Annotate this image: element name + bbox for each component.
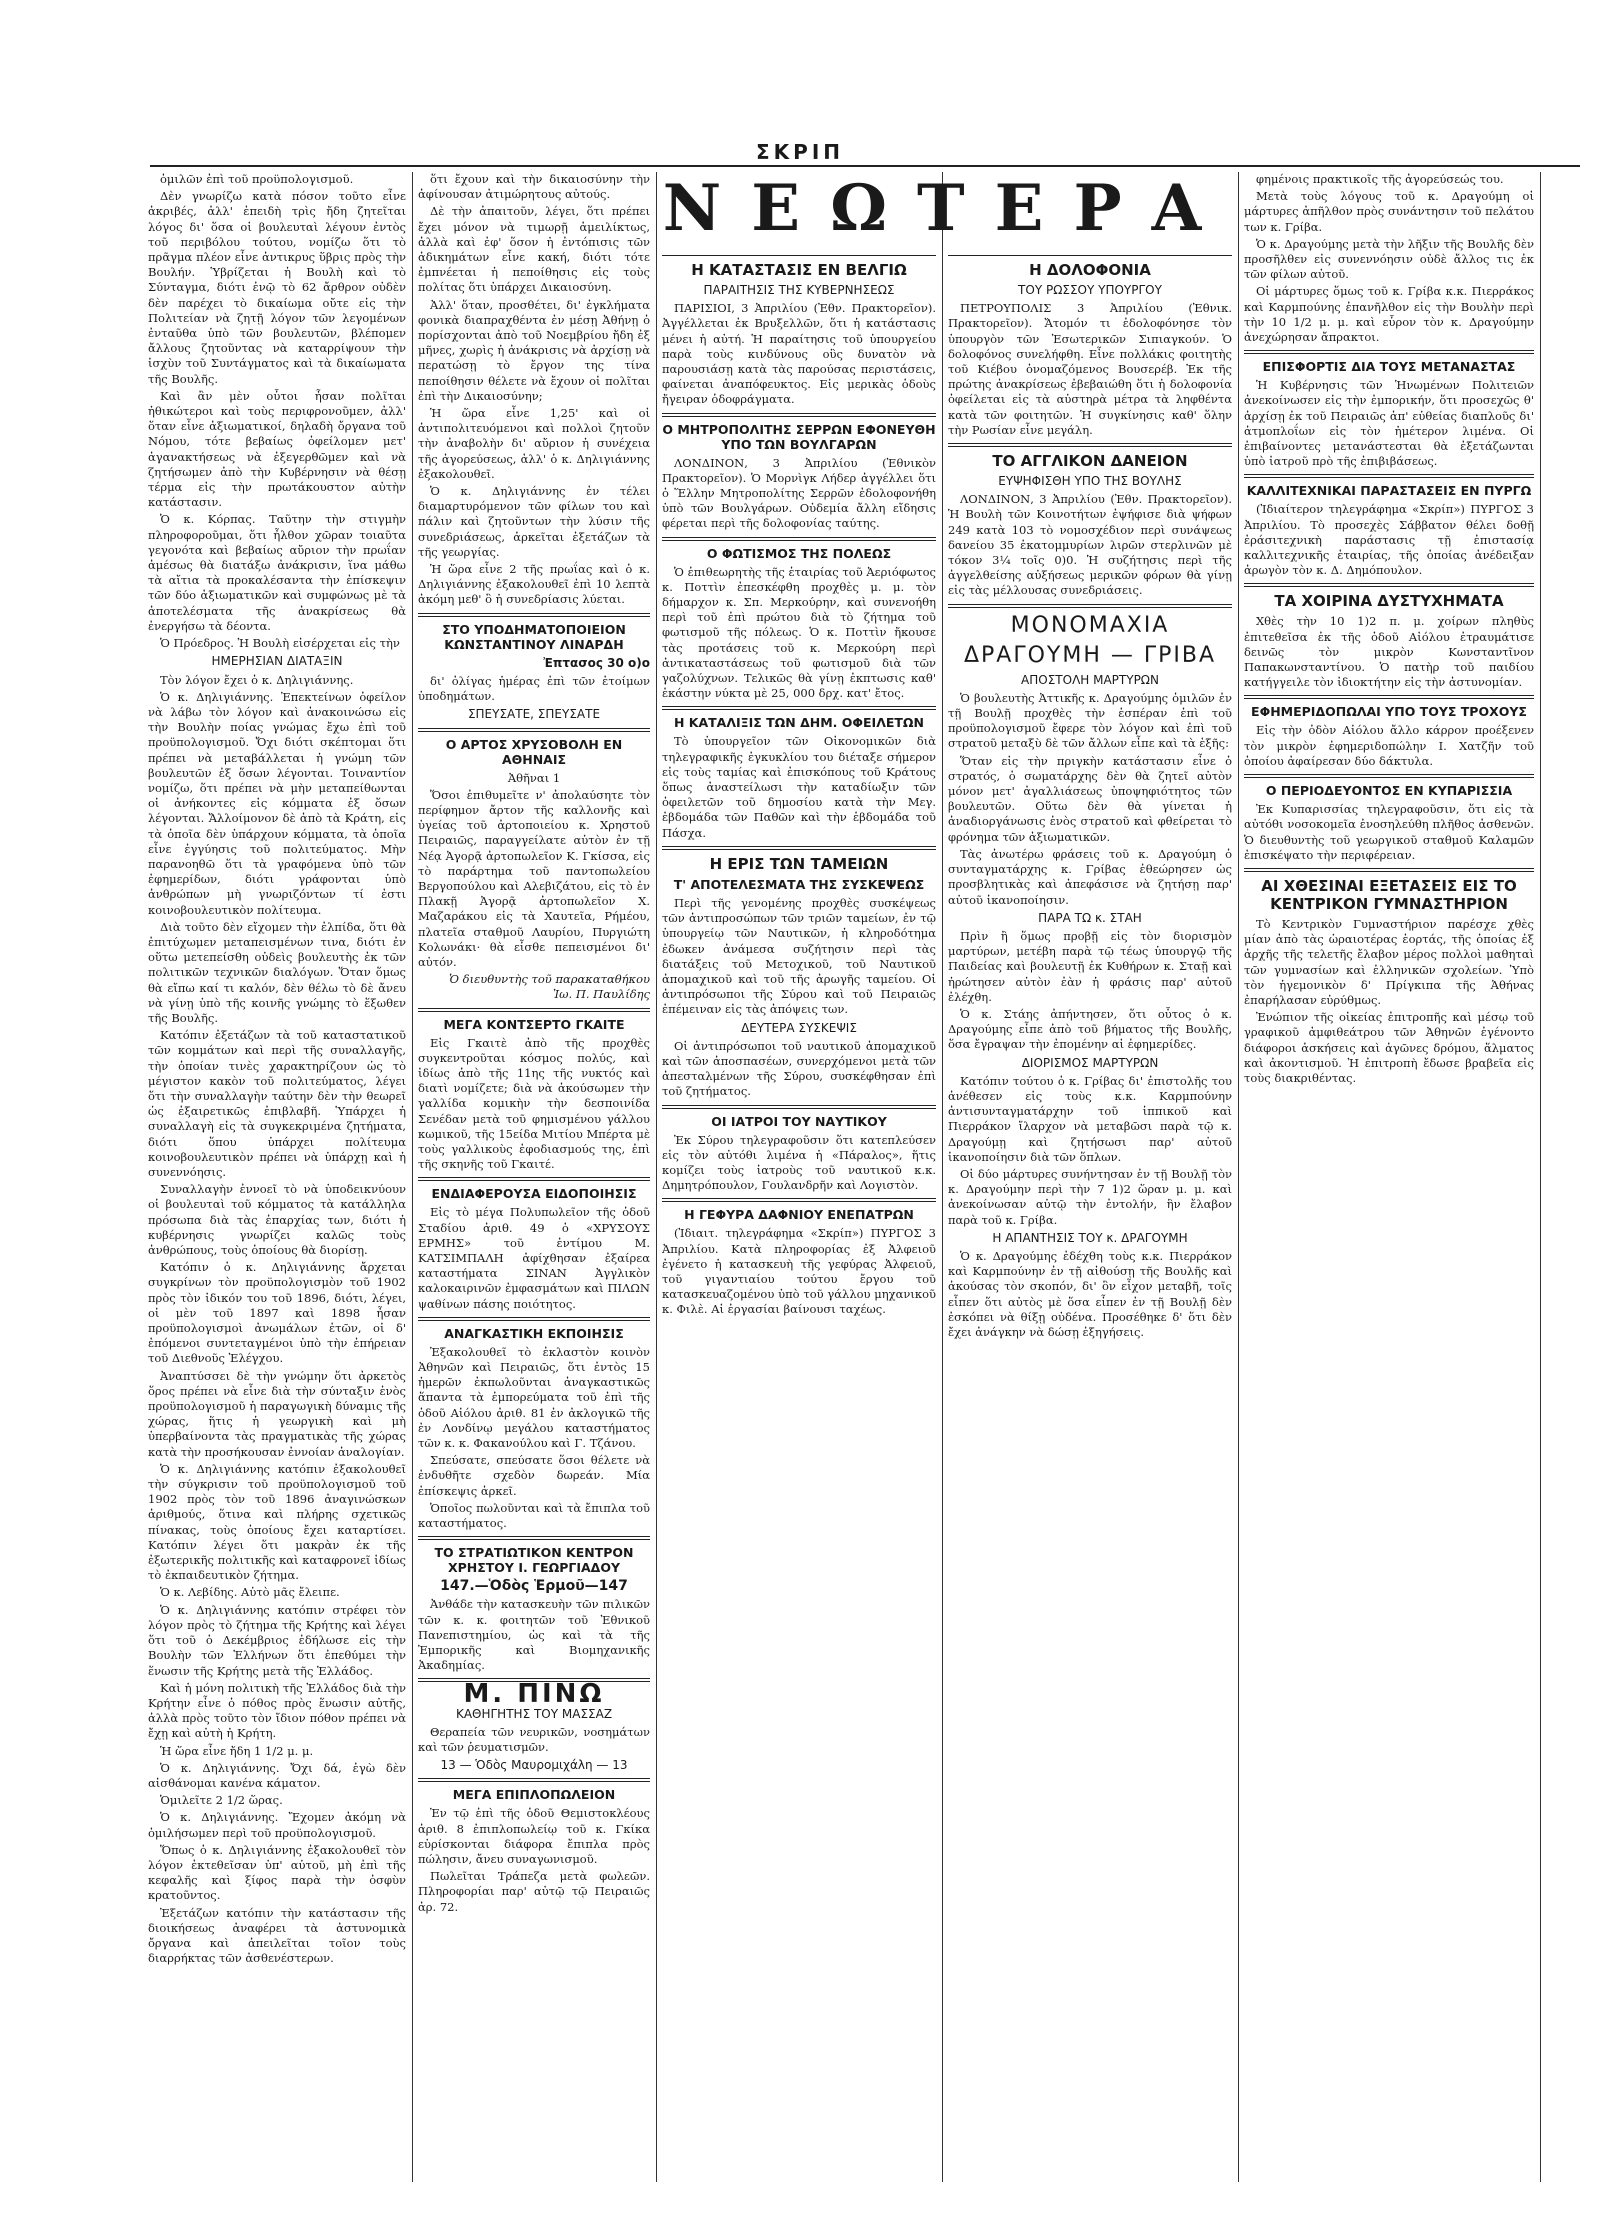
paragraph: Οἱ ἀντιπρόσωποι τοῦ ναυτικοῦ ἀπομαχικοῦ καὶ τῶν ἀποσπασέων, συνερχόμενοι μετὰ τῶν ἀπεσταλμένων τῆς Σύρου, συσκέφθησαν ἐπὶ τοῦ ζητήματος.	[662, 1038, 936, 1099]
paragraph: Ὁμιλεῖτε 2 1/2 ὥρας.	[160, 1793, 283, 1808]
column-1	[148, 172, 406, 2182]
paragraph: Χθὲς τὴν 10 1)2 π. μ. χοίρων πληθὺς ἐπιτεθεῖσα ἐκ τῆς ὁδοῦ Αἰόλου ἐτραυμάτισε δεινῶς τὸν μικρὸν Κωνσταντῖνον Παπακωνσταντίνου. Ὁ πατὴρ τοῦ παιδίου κατήγγειλε τὸν ἰδιοκτήτην εἰς τὴν ἀστυνομίαν.	[1244, 614, 1534, 690]
paragraph: Ἀλλ' ὅταν, προσθέτει, δι' ἐγκλήματα φονικὰ διαπραχθέντα ἐν μέσῃ Ἀθήνῃ ὁ πορίσχονται ἀπὸ τοῦ Νοεμβρίου ἤδη ἐξ μῆνες, χωρὶς ἡ ἀνάκρισις νὰ ἀρχίσῃ νὰ περατώσῃ τὸ ἔργον της τίνα πεποίθησιν θέλετε νὰ ἔχουν οἱ πολῖται ἐπὶ τὴν Δικαιοσύνην;	[418, 297, 650, 403]
paragraph: Ὁ κ. Δηλιγιάννης. Ὄχι δά, ἐγὼ δὲν αἰσθάνομαι κανένα κάματον.	[148, 1760, 406, 1790]
paragraph: Πρὶν ἢ ὅμως προβῇ εἰς τὸν διορισμὸν μαρτύρων, μετέβη παρὰ τῷ τέως ὑπουργῷ τῆς Παιδείας καὶ βουλευτῇ ἐκ Κυθήρων κ. Σταῇ καὶ ἠρώτησεν αὐτὸν ἐὰν ἡ φράσις παρ' αὐτοῦ ἐλέχθη.	[948, 928, 1232, 1004]
paragraph: Ὁ ἐπιθεωρητὴς τῆς ἑταιρίας τοῦ Ἀεριόφωτος κ. Ποττὶν ἐπεσκέφθη προχθὲς μ. μ. τὸν δήμαρχον κ. Σπ. Μερκούρην, καὶ συνενοήθη περὶ τοῦ ἐπὶ πρώτου διὰ τὸ ζήτημα τοῦ φωτισμοῦ τῆς πόλεως. Ὁ κ. Ποττὶν ἤκουσε τὰς προτάσεις τοῦ κ. Μερκούρη περὶ ἀντικαταστάσεως τοῦ φωτισμοῦ διὰ τῶν γαζολύχνων. Τελικῶς θὰ γίνῃ ἐκπτωσις καθ' ἑκάστην νύκτα μὲ 25, 000 δρχ. κατ' ἔτος.	[662, 564, 936, 701]
story-subtitle: ΔΡΑΓΟΥΜΗ — ΓΡΙΒΑ	[963, 642, 1217, 668]
paragraph: Ἡ Κυβέρνησις τῶν Ἡνωμένων Πολιτειῶν ἀνεκοίνωσεν εἰς τὴν ἐμπορικήν, ὅτι προσεχῶς θ' ἀρχίσῃ ἐκ τοῦ Πειραιῶς ἀπ' εὐθείας διαπλοῦς δι' ἀτμοπλοΐων εἰς τὸν ἡμέτερον λιμένα. Οἱ ἐπιβαίνοντες μετανάστεσται θὰ ἐξετάζωνται ὑπὸ ἰατροῦ πρὸ τῆς ἐπιβιβάσεως.	[1244, 378, 1534, 469]
divider	[418, 1317, 650, 1321]
paragraph: Ὁ κ. Δραγούμης ἐδέχθη τοὺς κ.κ. Πιερράκον καὶ Καρμπούνην ἐν τῇ αἰθούσῃ τῆς Βουλῆς καὶ ἀκούσας τὸν σκοπόν, δι' ὃν εἶχον μεταβῆ, τοῖς εἶπεν ὅτι αὐτὸς μὲ ὅσα εἶπεν ἐν τῇ Βουλῇ δὲν ἐσκόπει νὰ θίξῃ οὐδένα. Προσέθηκε δ' ὅτι δὲν ἔχει ἀνάγκην νὰ δώσῃ ἐξηγήσεις.	[948, 1248, 1232, 1339]
ad-title: ΣΤΟ ΥΠΟΔΗΜΑΤΟΠΟΙΕΙΟΝ ΚΩΝΣΤΑΝΤΙΝΟΥ ΛΙΝΑΡΔΗ	[442, 621, 626, 652]
paragraph: Ὅπως ὁ κ. Δηλιγιάννης ἐξακολουθεῖ τὸν λόγον ἐκτεθεῖσαν ὑπ' αὐτοῦ, μὴ ἐπὶ τῆς κεφαλῆς καὶ ξίφος παρὰ τὴν ὀσφὺν κρατοῦντος.	[148, 1842, 406, 1903]
divider	[662, 1105, 936, 1109]
paragraph: Τὸν λόγον ἔχει ὁ κ. Δηλιγιάννης.	[160, 672, 354, 687]
story-title: ΕΝΔΙΑΦΕΡΟΥΣΑ ΕΙΔΟΠΟΙΗΣΙΣ	[431, 1186, 637, 1202]
divider	[418, 1536, 650, 1540]
ad-title: Μ. ΠΙΝΩ	[463, 1679, 605, 1710]
paragraph: δι' ὀλίγας ἡμέρας ἐπὶ τῶν ἑτοίμων ὑποδημάτων.	[418, 673, 650, 704]
story-title: ΕΠΙΣΦΟΡΤΙΣ ΔΙΑ ΤΟΥΣ ΜΕΤΑΝΑΣΤΑΣ	[1262, 359, 1516, 375]
address: 13 — Ὁδὸς Μαυρομιχάλη — 13	[440, 1758, 628, 1773]
paragraph: Ἐκ Κυπαρισσίας τηλεγραφοῦσιν, ὅτι εἰς τὰ αὐτόθι νοσοκομεῖα ἐνοσηλεύθη πλῆθος ἀσθενῶν. Ὁ διευθυντὴς τοῦ γεωργικοῦ σταθμοῦ Καλαμῶν ἐπισκέψατο τὴν περιφέρειαν.	[1244, 802, 1534, 862]
paragraph: Ὁ κ. Δραγούμης μετὰ τὴν λῆξιν τῆς Βουλῆς δὲν προσῆλθεν εἰς συνεννόησιν οὐδὲ ἄλλος τις ἐκ τῶν φίλων αὐτοῦ.	[1244, 236, 1534, 282]
paragraph: Κατόπιν τούτου ὁ κ. Γρίβας δι' ἐπιστολῆς του ἀνέθεσεν εἰς τοὺς κ.κ. Καρμπούνην ἀντισυνταγματάρχην τοῦ ἱππικοῦ καὶ Πιερράκον ἴλαρχον νὰ μεταβῶσι παρὰ τῷ κ. Δραγούμῃ καὶ ζητήσωσι παρ' αὐτοῦ ἱκανοποίησιν διὰ τῶν ὅπλων.	[948, 1073, 1232, 1164]
paragraph: Ἀνθάδε τὴν κατασκευὴν τῶν πιλικῶν τῶν κ. κ. φοιτητῶν τοῦ Ἐθνικοῦ Πανεπιστημίου, ὡς καὶ τὰ τῆς Ἐμπορικῆς καὶ Βιομηχανικῆς Ἀκαδημίας.	[418, 1597, 650, 1673]
paragraph: Οἱ δύο μάρτυρες συνήντησαν ἐν τῇ Βουλῇ τὸν κ. Δραγούμην περὶ τὴν 7 1)2 ὥραν μ. μ. καὶ ἀνεκοίνωσαν αὐτῷ τὴν ἐντολήν, ἣν ἔλαβον παρὰ τοῦ κ. Γρίβα.	[948, 1166, 1232, 1227]
divider	[1244, 474, 1534, 478]
divider	[1244, 583, 1534, 587]
story-title: ΟΙ ΙΑΤΡΟΙ ΤΟΥ ΝΑΥΤΙΚΟΥ	[711, 1113, 887, 1129]
story-title: ΜΟΝΟΜΑΧΙΑ	[1010, 612, 1170, 638]
paragraph: Κατόπιν ὁ κ. Δηλιγιάννης ἄρχεται συγκρίνων τὸν προϋπολογισμὸν τοῦ 1902 πρὸς τὸν ἰδικόν του τοῦ 1896, διότι, λέγει, οἱ μὲν τοῦ 1897 καὶ 1898 ἦσαν προϋπολογισμοὶ ἀνωμάλων ἐτῶν, οἱ δ' ἐπόμενοι συντεταγμένοι ὑπὸ τὴν ἐπήρειαν τοῦ Διεθνοῦς Ἐλέγχου.	[148, 1260, 406, 1366]
paragraph: Ἐκ Σύρου τηλεγραφοῦσιν ὅτι κατεπλεύσεν εἰς τὸν αὐτόθι λιμένα ἡ «Πάραλος», ἥτις κομίζει τοὺς ἰατροὺς τοῦ ναυτικοῦ κ.κ. Δημητρόπουλον, Γουλανδρῆν καὶ Λογιστὸν.	[662, 1132, 936, 1193]
divider	[662, 846, 936, 850]
paragraph: Ἡ ὥρα εἶνε 2 τῆς πρωΐας καὶ ὁ κ. Δηλιγιάννης ἐξακολουθεῖ ἐπὶ 10 λεπτὰ ἀκόμη μεθ' ὃ ἡ συνεδρίασις λύεται.	[418, 562, 650, 607]
paragraph: Ὅταν εἰς τὴν πριγκὴν κατάστασιν εἶνε ὁ στρατός, ὁ σωματάρχης δὲν θὰ ζητεῖ αὐτὸν μόνον μετ' ἀγαλλιάσεως ὑποψηφιότητος τῶν βουλευτῶν. Οὕτω δὲν θὰ γίνεται ἡ ἀναδιοργάνωσις ἑνὸς στρατοῦ καὶ φθείρεται τὸ φρόνημα τῶν ἀξιωματικῶν.	[948, 753, 1232, 844]
paragraph: ΛΟΝΔΙΝΟΝ, 3 Ἀπριλίου (Ἐθνικὸν Πρακτορεῖον). Ὁ Μορνὶγκ Λήδερ ἀγγέλλει ὅτι ὁ Ἕλλην Μητροπολίτης Σερρῶν ἐδολοφονήθη ὑπὸ τῶν Βουλγάρων. Οὐδεμία ἄλλη εἴδησις φέρεται περὶ τῆς δολοφονίας ταύτης.	[662, 455, 936, 531]
divider	[418, 1008, 650, 1012]
section-masthead: ΝΕΩΤΕΡΑ	[662, 171, 1232, 246]
story-subtitle: ΑΠΟΣΤΟΛΗ ΜΑΡΤΥΡΩΝ	[1021, 672, 1159, 687]
paragraph: ΠΕΤΡΟΥΠΟΛΙΣ 3 Ἀπριλίου (Ἐθνικ. Πρακτορεῖον). Ἄτομόν τι ἐδολοφόνησε τὸν ὑπουργὸν τῶν Ἐσωτερικῶν Σιπιαγκούν. Ὁ δολοφόνος συνελήφθη. Εἶνε πολλάκις φοιτητὴς τοῦ Κιέβου ὀνομαζόμενος Βουσερέβ. Ἐκ τῆς πρώτης ἀνακρίσεως ἐβεβαιώθη ὅτι ἡ δολοφονία ὀφείλεται εἰς τὰ αὐστηρὰ μέτρα τὰ ληφθέντα κατὰ τῶν φοιτητῶν. Ἡ συγκίνησις καθ' ὅλην τὴν Ρωσίαν εἶνε μεγάλη.	[948, 301, 1232, 437]
paragraph: Οἱ μάρτυρες ὅμως τοῦ κ. Γρίβα κ.κ. Πιερράκος καὶ Καρμπούνης ἐπανῆλθον εἰς τὴν Βουλὴν περὶ τὴν 10 1/2 μ. μ. καὶ εὗρον τὸν κ. Δραγούμην ἀνεχώρησαν ἄπρακτοι.	[1244, 284, 1534, 345]
story-title: ΜΕΓΑ ΚΟΝΤΣΕΡΤΟ ΓΚΑΙΤΕ	[443, 1016, 625, 1032]
paragraph: Ὁ Πρόεδρος. Ἡ Βουλὴ εἰσέρχεται εἰς τὴν	[160, 636, 400, 651]
paragraph: Ὁ κ. Δηλιγιάννης κατόπιν στρέφει τὸν λόγον πρὸς τὸ ζήτημα τῆς Κρήτης καὶ λέγει ὅτι τοῦ ὁ Δεκέμβριος ἐδήλωσε εἰς τὴν Βουλὴν τῶν Ἑλλήνων ὅτι ἐπεθύμει τὴν ἕνωσιν τῆς Κρήτης μετὰ τῆς Ἑλλάδος.	[148, 1602, 406, 1678]
paragraph: Ὁ κ. Λεβίδης. Αὐτὸ μᾶς ἔλειπε.	[160, 1585, 340, 1600]
divider	[662, 413, 936, 417]
signature: Ὁ διευθυντὴς τοῦ παρακαταθήκου Ἰω. Π. Παυλίδης	[449, 972, 650, 1002]
paragraph: Δὲ τὴν ἀπαιτοῦν, λέγει, ὅτι πρέπει ἔχει μόνον νὰ τιμωρῇ ἀμειλίκτως, ἀλλὰ καὶ ἐφ' ὅσον ἡ ἐντόπισις τῶν ἀδικημάτων εἶνε κακή, διότι τότε ἐμπνέεται ἡ πεποίθησις εἰς τοὺς πολίτας ὅτι ὑπάρχει Δικαιοσύνη.	[418, 204, 650, 295]
paragraph: Ὁ βουλευτὴς Ἀττικῆς κ. Δραγούμης ὁμιλῶν ἐν τῇ Βουλῇ προχθὲς τὴν ἑσπέραν ἐπὶ τοῦ προϋπολογισμοῦ ἔφερε τὸν λόγον καὶ ἐπὶ τοῦ στρατοῦ μεταξὺ δὲ τῶν ἄλλων εἶπε καὶ τὰ ἑξῆς:	[948, 690, 1232, 751]
story-title: ΑΝΑΓΚΑΣΤΙΚΗ ΕΚΠΟΙΗΣΙΣ	[444, 1325, 624, 1341]
paragraph: Εἰς τὸ μέγα Πολυπωλεῖον τῆς ὁδοῦ Σταδίου ἀριθ. 49 ὁ «ΧΡΥΣΟΥΣ ΕΡΜΗΣ» τοῦ ἐντίμου Μ. ΚΑΤΣΙΜΠΑΛΗ ἀφίχθησαν ἐξαίρεα καταστήματα ΣΙΝΑΝ Ἀγγλικὸν καλοκαιρινῶν ἐμφασμάτων καὶ ΠΙΛΩΝ ψαθίνων πάσης ποιότητος.	[418, 1205, 650, 1311]
story-subtitle: ΕΥΨΗΦΙΣΘΗ ΥΠΟ ΤΗΣ ΒΟΥΛΗΣ	[998, 474, 1182, 489]
paragraph: ὁμιλῶν ἐπὶ τοῦ προϋπολογισμοῦ.	[160, 172, 354, 186]
divider	[1244, 774, 1534, 778]
divider	[1244, 695, 1534, 699]
column-5	[1244, 172, 1534, 2182]
story-subtitle: ΠΑΡΑΙΤΗΣΙΣ ΤΗΣ ΚΥΒΕΡΝΗΣΕΩΣ	[703, 283, 895, 297]
paragraph: Ὅσοι ἐπιθυμεῖτε ν' ἀπολαύσητε τὸν περίφημον ἄρτον τῆς καλλονῆς καὶ ὑγείας τοῦ ἀρτοποιείου κ. Χρηστοῦ Πειραιῶς, παραγγείλατε αὐτὸν ἐν τῇ Νέᾳ Ἀγορᾷ ἀρτοπωλεῖον Κ. Γκίσσα, εἰς τὸ παράρτημα τοῦ παντοπωλείου Βεργοπούλου καὶ Αλεβιζάτου, εἰς τὸ ἐν Πλακῇ Ἀγορᾷ ἀρτοπωλεῖον Χ. Μαζαράκου εἰς τὰ Χαυτεῖα, Ρήμέου, πλατεῖα σταθμοῦ Λαυρίου, Πυργιώτη Κολωνάκι· θὰ εἶσθε πεπεισμένοι δι' αὐτόν.	[418, 787, 650, 969]
story-title: Η ΚΑΤΑΛΙΞΙΣ ΤΩΝ ΔΗΜ. ΟΦΕΙΛΕΤΩΝ	[673, 715, 925, 731]
divider	[418, 728, 650, 732]
divider	[1244, 350, 1534, 354]
header-rule	[150, 165, 1580, 167]
paragraph: Τὰς ἀνωτέρω φράσεις τοῦ κ. Δραγούμη ὁ συνταγματάρχης κ. Γρίβας ἐθεώρησεν ὡς προσβλητικὰς καὶ ἀπεφάσισε νὰ ζητήσῃ παρ' αὐτοῦ ἱκανοποίησιν.	[948, 846, 1232, 907]
paragraph: Τὸ Κεντρικὸν Γυμναστήριον παρέσχε χθὲς μίαν ἀπὸ τὰς ὡραιοτέρας ἑορτάς, τῆς ὁποίας ἐξ ἀρχῆς τῆς τελετῆς ἔλαβον μέρος πολλοὶ μαθηταὶ τῶν γυμνασίων καὶ ἑλληνικῶν σχολείων. Ὑπὸ τὸν ἡγεμονικὸν δ' Πρίγκιπα τῆς Ἀθήνας ἐπαρήλασαν εὐρύθμως.	[1244, 916, 1534, 1007]
ad-title: Ο ΑΡΤΟΣ ΧΡΥΣΟΒΟΛΗ ΕΝ ΑΘΗΝΑΙΣ	[445, 736, 623, 767]
divider	[662, 706, 936, 710]
paragraph: Διὰ τοῦτο δὲν εἴχομεν τὴν ἐλπίδα, ὅτι θὰ ἐπιτύχωμεν μεταπεισμένων τινα, διότι ἐν οὕτω μετεπείσθη οὐδεὶς βουλευτὴς ἐκ τῶν πολιτικῶν τεχνικῶν διαλόγων. Ὅταν ὅμως θὰ εἴπω καί τι καλόν, δὲν θέλω τὸ δὲ ἄνευ νὰ γίνῃ ὑπὸ τῆς κοινῆς γνώμης τὸ ἕξωθεν τῆς Βουλῆς.	[148, 919, 406, 1025]
paragraph: Ὁ κ. Δηλιγιάννης ἐν τέλει διαμαρτυρόμενον τῶν φίλων του καὶ πάλιν καὶ ζητοῦντων τὴν λύσιν τῆς συνεδριάσεως, ἀρκεῖται ἐξετάζων τὰ τῆς γεωργίας.	[418, 484, 650, 559]
divider	[418, 1177, 650, 1181]
divider	[948, 255, 1232, 256]
divider	[662, 255, 936, 256]
paragraph: Καὶ ἡ μόνη πολιτικὴ τῆς Ἑλλάδος διὰ τὴν Κρήτην εἶνε ὁ πόθος πρὸς ἕνωσιν αὐτῆς, ἀλλὰ πρὸς τοῦτο τὸν ἴδιον πόθον πρέπει νὰ ἔχῃ καὶ αὐτὴ ἡ Κρήτη.	[148, 1680, 406, 1741]
section-heading: ΔΙΟΡΙΣΜΟΣ ΜΑΡΤΥΡΩΝ	[1021, 1055, 1159, 1070]
paragraph: Ὁ κ. Κόρπας. Ταῦτην τὴν στιγμὴν πληροφοροῦμαι, ὅτι ἦλθον χῶραν τοιαῦτα γεγονότα καὶ βεβαίως αὔριον τὴν πρωΐαν ἀμέσως θὰ διατάξω ἀνάκρισιν, ἵνα μάθω τὰ αἴτια τὰ προκαλέσαντα τὴν ἐπίσκεψιν τῶν δύο ἀξιωματικῶν καὶ συμφώνως μὲ τὰ ἀποτελέσματα τῆς ἀνακρίσεως θὰ ἐνεργήσω τὰ δέοντα.	[148, 512, 406, 633]
story-title: Ο ΜΗΤΡΟΠΟΛΙΤΗΣ ΣΕΡΡΩΝ ΕΦΟΝΕΥΘΗ ΥΠΟ ΤΩΝ ΒΟΥΛΓΑΡΩΝ	[662, 421, 936, 452]
dateline: Ἀθῆναι 1	[507, 770, 561, 785]
paragraph: (Ἰδιαίτερον τηλεγράφημα «Σκρίπ») ΠΥΡΓΟΣ 3 Ἀπριλίου. Τὸ προσεχὲς Σάββατον θέλει δοθῇ ἐράσιτεχνικὴ παράστασις τῇ ἐπιστασίᾳ καλλιτεχνικῆς ἑταιρίας, τῆς ὁποίας ἀνέδειξαν ἀρωγὸν τὸν κ. Δ. Δημόπουλον.	[1244, 502, 1534, 578]
column-rule	[1238, 172, 1239, 2182]
paragraph: Ἐν τῷ ἐπὶ τῆς ὁδοῦ Θεμιστοκλέους ἀριθ. 8 ἐπιπλοπωλείῳ τοῦ κ. Γκίκα εὑρίσκονται διάφορα ἔπιπλα πρὸς πώλησιν, ἄνευ συναγωνισμοῦ.	[418, 1806, 650, 1867]
divider	[1244, 868, 1534, 872]
divider	[662, 1198, 936, 1202]
paragraph: Καὶ ἂν μὲν οὗτοι ἦσαν πολῖται ἠθικώτεροι καὶ τοὺς περιφρονοῦμεν, ἀλλ' ὅταν εἶνε ἀξιωματικοί, δηλαδὴ ὄργανα τοῦ Νόμου, τότε βεβαίως ὀφείλομεν μετ' ἀγανακτήσεως νὰ ἐξεγερθῶμεν καὶ νὰ ζητήσωμεν ἀπὸ τὴν Κυβέρνησιν νὰ θέσῃ τέρμα εἰς τὴν πρωτάκουστον αὐτὴν κατάστασιν.	[148, 388, 406, 510]
story-title: Ο ΠΕΡΙΟΔΕΥΟΝΤΟΣ ΕΝ ΚΥΠΑΡΙΣΣΙΑ	[1265, 783, 1513, 799]
paragraph: Ἡ ὥρα εἶνε ἤδη 1 1/2 μ. μ.	[160, 1743, 314, 1758]
paragraph: (Ἰδιαιτ. τηλεγράφημα «Σκρίπ») ΠΥΡΓΟΣ 3 Ἀπριλίου. Κατὰ πληροφορίας ἐξ Ἀλφειοῦ ἐγένετο ἡ κατασκευὴ τῆς γεφύρας Ἀλφειοῦ, τοῦ γιγαντιαίου τούτου ἔργου τοῦ κατασκευαζομένου ὑπὸ τοῦ γάλλου μηχανικοῦ κ. Φιλὲ. Αἱ ἐργασίαι βαίνουσι ταχέως.	[662, 1226, 936, 1317]
column-rule	[656, 172, 657, 2182]
story-title: ΤΟ ΑΓΓΛΙΚΟΝ ΔΑΝΕΙΟΝ	[992, 452, 1188, 471]
paragraph: Θεραπεία τῶν νευρικῶν, νοσημάτων καὶ τῶν ῥευματισμῶν.	[418, 1724, 650, 1755]
paragraph: Σπεύσατε, σπεύσατε ὅσοι θέλετε νὰ ἐνδυθῆτε σχεδὸν δωρεάν. Μία ἐπίσκεψις ἀρκεῖ.	[418, 1453, 650, 1498]
section-heading: Η ΑΠΑΝΤΗΣΙΣ ΤΟΥ κ. ΔΡΑΓΟΥΜΗ	[992, 1230, 1188, 1245]
story-title: ΕΦΗΜΕΡΙΔΟΠΩΛΑΙ ΥΠΟ ΤΟΥΣ ΤΡΟΧΟΥΣ	[1251, 704, 1527, 720]
divider	[418, 613, 650, 617]
story-title: ΑΙ ΧΘΕΣΙΝΑΙ ΕΞΕΤΑΣΕΙΣ ΕΙΣ ΤΟ ΚΕΝΤΡΙΚΟΝ ΓΥΜΝΑΣΤΗΡΙΟΝ	[1261, 876, 1517, 913]
paragraph: Συναλλαγὴν ἐννοεῖ τὸ νὰ ὑποδεικνύουν οἱ βουλευταὶ τοῦ κόμματος τὰ κατάλληλα πρόσωπα διὰ τὰς ἐπαρχίας των, διότι ἡ κυβέρνησις γνωρίζει καλῶς τοὺς ἀνθρώπους, τοὺς ὁποίους θὰ διορίσῃ.	[148, 1182, 406, 1258]
running-head: ΣΚΡΙΠ	[756, 140, 844, 164]
divider	[948, 604, 1232, 608]
column-rule	[1540, 172, 1541, 2182]
divider	[662, 537, 936, 541]
story-title: Η ΕΡΙΣ ΤΩΝ ΤΑΜΕΙΩΝ	[709, 854, 889, 873]
story-title: Η ΓΕΦΥΡΑ ΔΑΦΝΙΟΥ ΕΝΕΠΑΤΡΩΝ	[684, 1207, 914, 1223]
address: 147.—Ὁδὸς Ἑρμοῦ—147	[440, 1578, 628, 1595]
ad-cta: ΣΠΕΥΣΑΤΕ, ΣΠΕΥΣΑΤΕ	[467, 707, 601, 722]
paragraph: Ὁποῖος πωλοῦνται καὶ τὰ ἔπιπλα τοῦ καταστήματος.	[418, 1500, 650, 1531]
section-heading: ΗΜΕΡΗΣΙΑΝ ΔΙΑΤΑΞΙΝ	[211, 654, 343, 669]
story-title: ΤΑ ΧΟΙΡΙΝΑ ΔΥΣΤΥΧΗΜΑΤΑ	[1274, 592, 1504, 611]
story-title: ΚΑΛΛΙΤΕΧΝΙΚΑΙ ΠΑΡΑΣΤΑΣΕΙΣ ΕΝ ΠΥΡΓΩ	[1246, 483, 1532, 499]
divider	[418, 1778, 650, 1782]
paragraph: Κατόπιν ἐξετάζων τὰ τοῦ καταστατικοῦ τῶν κομμάτων καὶ περὶ τῆς συναλλαγῆς, τὴν ὁποίαν τινὲς χαρακτηρίζουν ὡς τὸ μέγιστον κακὸν τοῦ πολιτεύματος, λέγει ὅτι τὴν συναλλαγὴν ταύτην δὲν τὴν θεωρεῖ ὡς ἐξαιρετικῶς ἐπιβλαβῆ. Ὑπάρχει ἡ συναλλαγὴ εἰς τὰ συγκεκριμένα ζητήματα, διότι ὅπου ὑπάρχει πολίτευμα κοινοβουλευτικὸν πρέπει νὰ ὑπάρχῃ καὶ ἡ συνεννόησις.	[148, 1028, 406, 1179]
paragraph: Ὁ κ. Στάης ἀπήντησεν, ὅτι οὗτος ὁ κ. Δραγούμης εἶπε ἀπὸ τοῦ βήματος τῆς Βουλῆς, ὅσα ἔγραψαν τὴν ἐπομένην αἱ ἐφημερίδες.	[948, 1006, 1232, 1052]
column-rule	[942, 172, 943, 2182]
paragraph: Ἐξετάζων κατόπιν τὴν κατάστασιν τῆς διοικήσεως ἀναφέρει τὰ ἀστυνομικὰ ὄργανα καὶ ἀπειλεῖται τοῖον τοὺς διαρρήκτας τῶν ἀσθενέστερων.	[148, 1905, 406, 1966]
paragraph: Ὁ κ. Δηλιγιάννης κατόπιν ἐξακολουθεῖ τὴν σύγκρισιν τοῦ προϋπολογισμοῦ τοῦ 1902 πρὸς τὸν τοῦ 1896 ἀναγινώσκων ἀριθμούς, ὅτινα καὶ πλήρης σχετικῶς πίνακας, τοὺς ὁποίους ἔχει καταρτίσει. Κατόπιν λέγει ὅτι μακρὰν ἐκ τῆς ἐξωτερικῆς πολιτικῆς καὶ καταφρονεῖ ἰδίως τὸ ἐκπαιδευτικὸν ζήτημα.	[148, 1461, 406, 1583]
story-title: Η ΔΟΛΟΦΟΝΙΑ	[1029, 261, 1151, 279]
story-title: Ο ΦΩΤΙΣΜΟΣ ΤΗΣ ΠΟΛΕΩΣ	[706, 545, 892, 561]
paragraph: ΠΑΡΙΣΙΟΙ, 3 Ἀπριλίου (Ἐθν. Πρακτορεῖον). Ἀγγέλλεται ἐκ Βρυξελλῶν, ὅτι ἡ κατάστασις μένει ἡ αὐτή. Ἡ παραίτησις τοῦ ὑπουργείου παρὰ τοὺς κινδύνους οὓς δυνατὸν νὰ παρουσιάσῃ κατὰ τὰς παρούσας περιστάσεις, φαίνεται ἀναπόφευκτος. Εἰς μερικὰς ὁδοὺς ἤγειραν ὁδοφράγματα.	[662, 301, 936, 407]
divider	[948, 443, 1232, 447]
paragraph: φημένοις πρακτικοῖς τῆς ἀγορεύσεώς του.	[1256, 172, 1504, 186]
story-title: Η ΚΑΤΑΣΤΑΣΙΣ ΕΝ ΒΕΛΓΙΩ	[691, 261, 907, 279]
paragraph: Ὁ κ. Δηλιγιάννης. Ἔχομεν ἀκόμη νὰ ὁμιλήσωμεν περὶ τοῦ προϋπολογισμοῦ.	[148, 1810, 406, 1840]
ad-discount: Ἐπτασος 30 ο)ο	[543, 655, 650, 670]
column-3	[662, 250, 936, 2182]
paragraph: ΛΟΝΔΙΝΟΝ, 3 Ἀπριλίου (Ἐθν. Πρακτορεῖον). Ἡ Βουλὴ τῶν Κοινοτήτων ἐψήφισε διὰ ψήφων 249 κατὰ 103 τὸ νομοσχέδιον περὶ συνάψεως δανείου 35 ἑκατομμυρίων λιρῶν στερλινῶν μὲ τόκον 3¼ τοῖς 0)0. Ἡ συζήτησις περὶ τῆς ἀγγελθείσης αὐξήσεως μερικῶν φόρων θὰ γίνῃ εἰς τὰς μέλλουσας συνεδριάσεις.	[948, 492, 1232, 598]
paragraph: Εἰς τὴν ὁδὸν Αἰόλου ἄλλο κάρρον προέξενεν τὸν μικρὸν ἐφημεριδοπώλην Ι. Χατζῆν τοῦ ὁποίου ἀφαίρεσαν δύο δάκτυλα.	[1244, 723, 1534, 768]
ad-title: ΜΕΓΑ ΕΠΙΠΛΟΠΩΛΕΙΟΝ	[452, 1787, 616, 1803]
paragraph: Περὶ τῆς γενομένης προχθὲς συσκέψεως τῶν ἀντιπροσώπων τῶν τριῶν ταμείων, ἐν τῷ ὑπουργείῳ τῶν Ναυτικῶν, ἡ κληροδότημα ἐδωκεν ἀνάμεσα συζήτησιν περὶ τὰς διατάξεις τοῦ Μετοχικοῦ, τοῦ Ναυτικοῦ ἀπομαχικοῦ καὶ τοῦ τῆς ἀρωγῆς ταμείου. Οἱ ἀντιπρόσωποι τῆς Σύρου καὶ τοῦ Πειραιῶς ἐπέμειναν εἰς τὰς ἀπόψεις των.	[662, 895, 936, 1017]
section-heading: ΔΕΥΤΕΡΑ ΣΥΣΚΕΨΙΣ	[741, 1020, 857, 1035]
column-rule	[412, 172, 413, 2182]
story-subtitle: ΤΟΥ ΡΩΣΣΟΥ ΥΠΟΥΡΓΟΥ	[1018, 283, 1162, 297]
paragraph: ὅτι ἔχουν καὶ τὴν δικαιοσύνην τὴν ἀφίνουσαν ἀτιμώρητους αὐτούς.	[418, 172, 650, 202]
paragraph: Ὁ κ. Δηλιγιάννης. Ἐπεκτείνων ὀφείλον νὰ λάβω τὸν λόγον καὶ ἀνακοινώσω εἰς τὴν Βουλὴν ποίας γνώμας ἔχω ἐπὶ τοῦ προϋπολογισμοῦ. Ὄχι διότι σκέπτομαι ὅτι πρέπει νὰ μεταβάλλεται ἡ γνώμη τῶν βουλευτῶν ἐξ ὅσων λέγονται. Τοιναντίον νομίζω, ὅτι πρέπει νὰ μὴν μεταπείθωνται οἱ ἀνήκοντες εἰς κόμματα ἐξ ὅσων λέγονται. Ἄλλοίμονον δὲ ἀπὸ τὰ Κράτη, εἰς τὰ ὁποῖα δὲν ὑπάρχουν κόμματα, τὰ ὁποῖα εἶνε ἐγγύησις τοῦ πολιτεύματος. Μὴν παρανοηθῶ ὅτι τὰ γραφόμενα ὑπὸ τῶν ἐφημερίδων, διότι γράφονται ὑπὸ ἀνθρώπων μὴ γνωριζόντων τί ἐστι κοινοβουλευτικὸν πολίτευμα.	[148, 689, 406, 917]
paragraph: Εἰς Γκαιτὲ ἀπὸ τῆς προχθὲς συγκεντροῦται κόσμος πολύς, καὶ ἰδίως ἀπὸ τῆς 11ης τῆς νυκτός καὶ διατὶ νομίζετε; διὰ νὰ ἀκούσωμεν τὴν γαλλίδα κομικὴν τὴν δεσποινίδα Σενέδαν μετὰ τοῦ φημισμένου γάλλου κωμικοῦ, τῆς 15είδα Μιτίου Μπέρτα μὲ τοὺς γαλλικοὺς ἐφοδιασμούς της, ἐπὶ τῆς σκηνῆς τοῦ Γκαιτέ.	[418, 1035, 650, 1172]
story-title: ΤΟ ΣΤΡΑΤΙΩΤΙΚΟΝ ΚΕΝΤΡΟΝ ΧΡΗΣΤΟΥ Ι. ΓΕΩΡΓΙΑΔΟΥ	[434, 1545, 634, 1576]
ad-subtitle: ΚΑΘΗΓΗΤΗΣ ΤΟΥ ΜΑΣΣΑΖ	[455, 1706, 613, 1721]
paragraph: Πωλεῖται Τράπεζα μετὰ φωλεῶν. Πληροφορίαι παρ' αὐτῷ τῷ Πειραιῶς ἀρ. 72.	[418, 1869, 650, 1914]
paragraph: Ἀναπτύσσει δὲ τὴν γνώμην ὅτι ἀρκετὸς ὅρος πρέπει νὰ εἶνε διὰ τὴν σύνταξιν ἑνὸς προϋπολογισμοῦ ἡ παραγωγικὴ δύναμις τῆς χώρας, ἥτις ἡ γεωργικὴ καὶ μὴ ὑπερβαίνοντα τὰς πραγματικὰς τῆς χώρας κατὰ τὴν προσήκουσαν ἐννοίαν ἀναλογίαν.	[148, 1368, 406, 1459]
section-heading: ΠΑΡΑ ΤΩ κ. ΣΤΑΗ	[1038, 910, 1142, 925]
column-2	[418, 172, 650, 2182]
story-subtitle: Τ' ΑΠΟΤΕΛΕΣΜΑΤΑ ΤΗΣ ΣΥΣΚΕΨΕΩΣ	[673, 876, 925, 892]
paragraph: Δὲν γνωρίζω κατὰ πόσον τοῦτο εἶνε ἀκριβές, ἀλλ' ἐπειδὴ τρὶς ἤδη ζητεῖται λόγος δι' ὅσα οἱ βουλευταὶ λέγουν ἐντὸς τοῦ περιβόλου τούτου, νομίζω ὅτι τὸ πρᾶγμα πλέον εἶνε ἀντικρυς ὕβρις πρὸς τὴν Βουλήν. Ὑβρίζεται ἡ Βουλὴ καὶ τὸ Σύνταγμα, διότι ἐνῷ τὸ 62 ἄρθρον οὐδὲν δὲν παρέχει τὸ δικαίωμα οὔτε εἰς τὴν Πολιτείαν νὰ ζητῇ λόγον τῶν λεγομένων ἐνταῦθα ὑπὸ τῶν βουλευτῶν, βλέπομεν ἄλλους ζητοῦντας νὰ καταρρίψουν τὴν ἰσχὺν τοῦ Συντάγματος καὶ τὰ δικαίωματα τῆς Βουλῆς.	[148, 189, 406, 386]
paragraph: Ἐνώπιον τῆς οἰκείας ἐπιτροπῆς καὶ μέσῳ τοῦ γραφικοῦ ἀμφιθεάτρου τῶν Ἀθηνῶν ἐγένοντο διάφοροι ἀσκήσεις καὶ ἀγῶνες δρόμου, ἅλματος καὶ ἀκοντισμοῦ. Ἡ ἐπιτροπὴ ἔδωσε βραβεῖα εἰς τοὺς διακριθέντας.	[1244, 1010, 1534, 1085]
paragraph: Τὸ ὑπουργεῖον τῶν Οἰκονομικῶν διὰ τηλεγραφικῆς ἐγκυκλίου του διέταξε σήμερον εἰς τοὺς ταμίας καὶ ἐπισκόπους τοῦ Κράτους ὅπως ἀναστείλωσι τὴν καταδίωξιν τῶν ὀφειλετῶν τοῦ δημοσίου κατὰ τὴν Μεγ. ἑβδομάδα τῶν Παθῶν καὶ τὴν ἑβδομάδα τοῦ Πάσχα.	[662, 734, 936, 840]
paragraph: Ἡ ὥρα εἶνε 1,25' καὶ οἱ ἀντιπολιτευόμενοι καὶ πολλοὶ ζητοῦν τὴν ἀναβολὴν δι' αὔριον ἡ συνέχεια τῆς ἀγορεύσεως, ἀλλ' ὁ κ. Δηλιγιάννης ἐξακολουθεῖ.	[418, 406, 650, 481]
paragraph: Ἐξακολουθεῖ τὸ ἐκλαστὸν κοινὸν Ἀθηνῶν καὶ Πειραιῶς, ὅτι ἐντὸς 15 ἡμερῶν ἐκπωλοῦνται ἀναγκαστικῶς ἅπαντα τὰ ἐμπορεύματα τοῦ ἐπὶ τῆς ὁδοῦ Αἰόλου ἀριθ. 81 ἐν ἀκλογικῶ τῆς ἐν Λονδίνῳ μεγάλου καταστήματος τῶν κ. κ. Φακανούλου καὶ Γ. Τζάνου.	[418, 1344, 650, 1451]
paragraph: Μετὰ τοὺς λόγους τοῦ κ. Δραγούμη οἱ μάρτυρες ἀπῆλθον πρὸς συνάντησιν τοῦ πελάτου των κ. Γρίβα.	[1244, 189, 1534, 234]
column-4	[948, 250, 1232, 2182]
